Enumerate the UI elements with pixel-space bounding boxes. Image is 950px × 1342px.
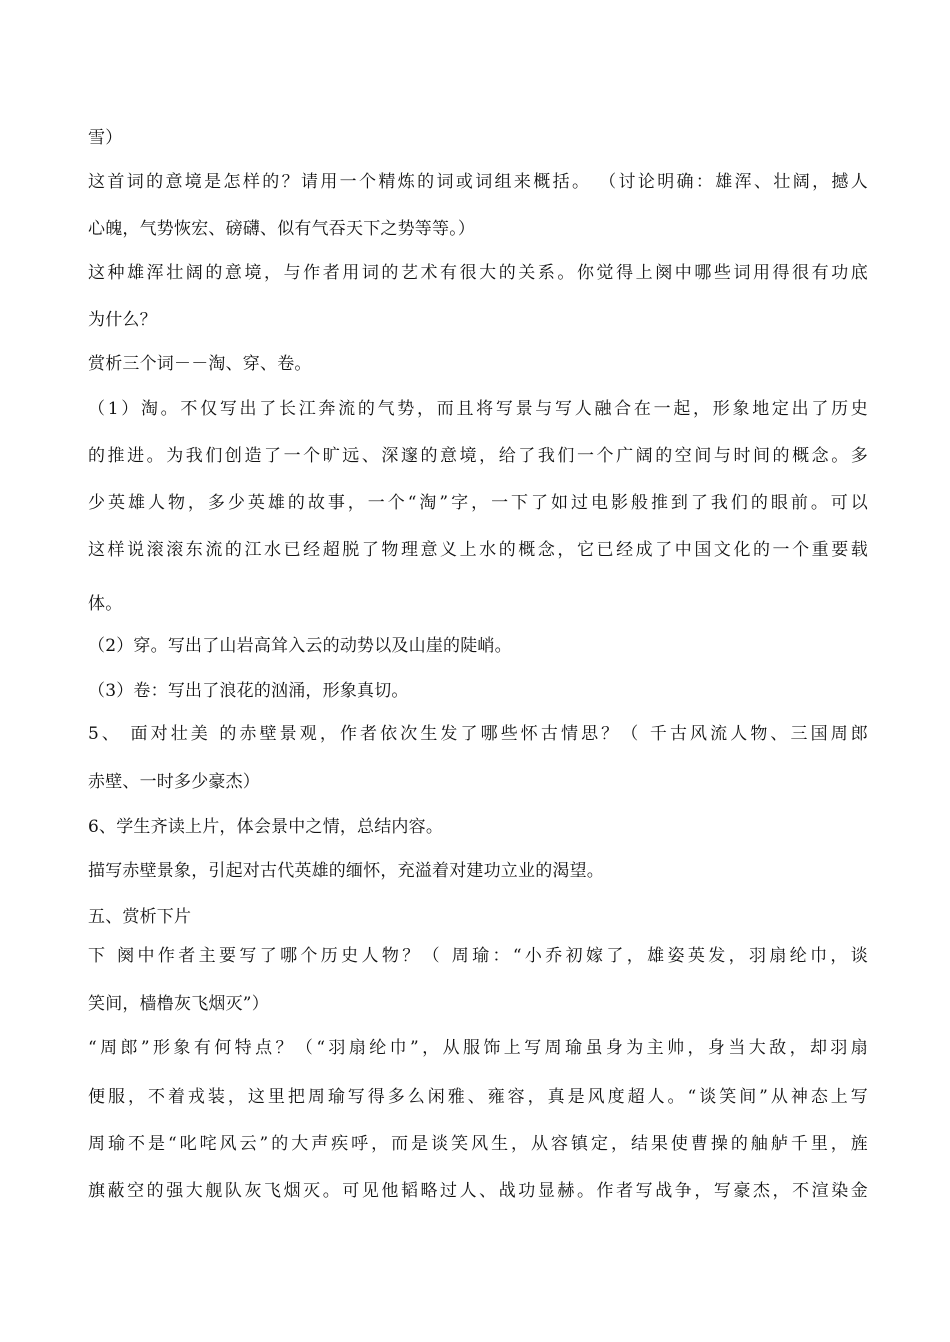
text-line: 为什么？	[88, 310, 157, 330]
text-line: 笑间，樯橹灰飞烟灭”）	[88, 994, 269, 1014]
text-line: 赤壁、一时多少豪杰）	[88, 772, 260, 792]
text-line: 这种雄浑壮阔的意境，与作者用词的艺术有很大的关系。你觉得上阕中哪些词用得很有功底	[88, 263, 868, 283]
text-line: 这样说滚滚东流的江水已经超脱了物理意义上水的概念，它已经成了中国文化的一个重要载	[88, 540, 868, 560]
text-line: 的推进。为我们创造了一个旷远、深邃的意境，给了我们一个广阔的空间与时间的概念。多	[88, 446, 868, 466]
text-line: 6、学生齐读上片，体会景中之情，总结内容。	[88, 817, 444, 837]
text-line: 便服，不着戎装，这里把周瑜写得多么闲雅、雍容，真是风度超人。“谈笑间”从神态上写	[88, 1087, 868, 1107]
text-line: 雪）	[88, 128, 123, 148]
text-line: 这首词的意境是怎样的？请用一个精炼的词或词组来概括。 （讨论明确：雄浑、壮阔，撼人	[88, 172, 868, 192]
text-line: （2）穿。写出了山岩高耸入云的动势以及山崖的陡峭。	[88, 636, 512, 656]
text-line: （1）淘。不仅写出了长江奔流的气势，而且将写景与写人融合在一起，形象地定出了历史	[88, 399, 868, 419]
text-line: 心魄，气势恢宏、磅礴、似有气吞天下之势等等。）	[88, 219, 476, 239]
text-line: 周瑜不是“叱咤风云”的大声疾呼，而是谈笑风生，从容镇定，结果使曹操的舳舻千里，旌	[88, 1134, 868, 1154]
text-line: 描写赤壁景象，引起对古代英雄的缅怀，充溢着对建功立业的渴望。	[88, 861, 604, 881]
text-line: 下 阕中作者主要写了哪个历史人物？（ 周瑜：“小乔初嫁了，雄姿英发，羽扇纶巾，谈	[88, 946, 868, 966]
text-line: 少英雄人物，多少英雄的故事，一个“淘”字，一下了如过电影般推到了我们的眼前。可以	[88, 493, 868, 513]
section-heading: 五、赏析下片	[88, 907, 192, 927]
text-line: 旗蔽空的强大舰队灰飞烟灭。可见他韬略过人、战功显赫。作者写战争，写豪杰，不渲染金	[88, 1181, 868, 1201]
text-line: 体。	[88, 594, 123, 614]
text-line: （3）卷：写出了浪花的汹涌，形象真切。	[88, 681, 409, 701]
text-line: 赏析三个词－－淘、穿、卷。	[88, 354, 312, 374]
text-line: “周郎”形象有何特点？（“羽扇纶巾”，从服饰上写周瑜虽身为主帅，身当大敌，却羽扇	[88, 1038, 868, 1058]
text-line: 5、 面对壮美 的赤壁景观，作者依次生发了哪些怀古情思？（ 千古风流人物、三国周郎	[88, 724, 868, 744]
